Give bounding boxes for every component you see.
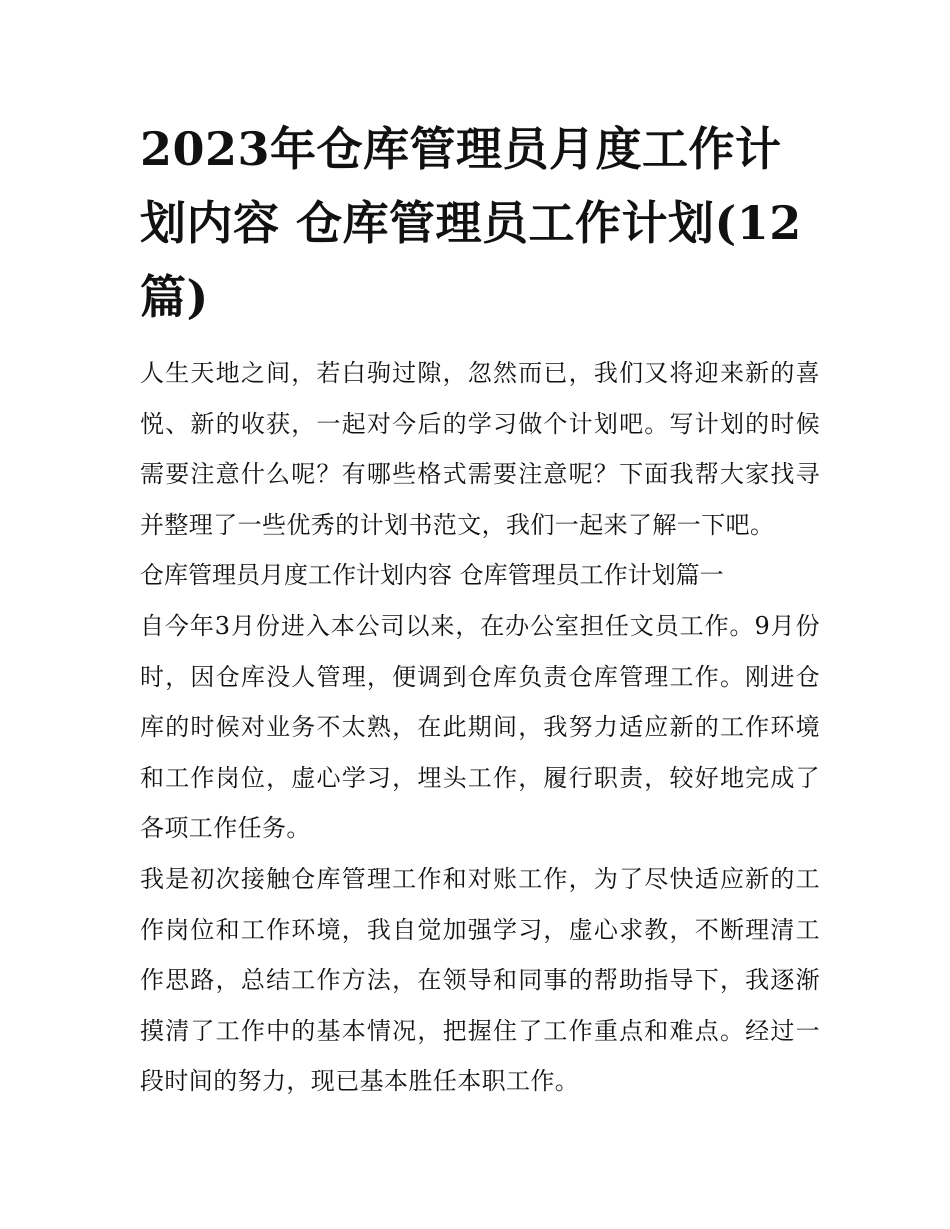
document-title: 2023年仓库管理员月度工作计划内容 仓库管理员工作计划(12篇) — [140, 122, 802, 324]
body-paragraph-2: 我是初次接触仓库管理工作和对账工作，为了尽快适应新的工作岗位和工作环境，我自觉加强学习，虚心求教，不断理清工作思路，总结工作方法，在领导和同事的帮助指导下，我逐渐摸清了工作中的基本情况，把握住了工作重点和难点。经过一段时间的努力，现已基本胜任本职工作。 — [140, 864, 820, 1096]
section-heading: 仓库管理员月度工作计划内容 仓库管理员工作计划篇一 — [140, 561, 724, 590]
body-paragraph-1: 自今年3月份进入本公司以来，在办公室担任文员工作。9月份时，因仓库没人管理，便调到仓库负责仓库管理工作。刚进仓库的时候对业务不太熟，在此期间，我努力适应新的工作环境和工作岗位，虚心学习，埋头工作，履行职责，较好地完成了各项工作任务。 — [140, 611, 820, 843]
document-body — [140, 112, 820, 1107]
intro-paragraph: 人生天地之间，若白驹过隙，忽然而已，我们又将迎来新的喜悦、新的收获，一起对今后的学习做个计划吧。写计划的时候需要注意什么呢？有哪些格式需要注意呢？下面我帮大家找寻并整理了一些优秀的计划书范文，我们一起来了解一下吧。 — [140, 359, 820, 539]
